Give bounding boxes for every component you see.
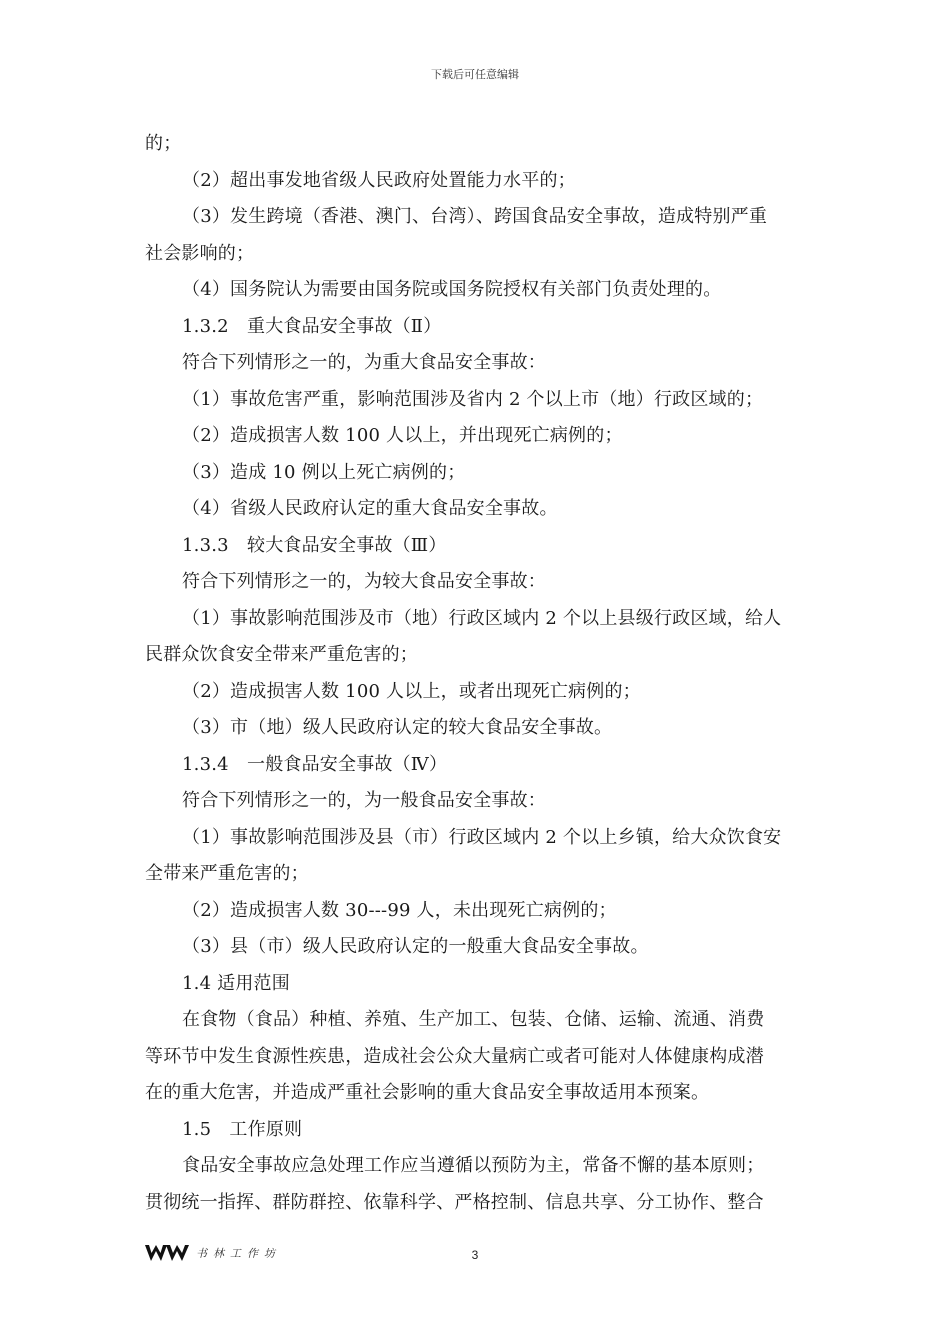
text-line: （3）发生跨境（香港、澳门、台湾）、跨国食品安全事故，造成特别严重 bbox=[182, 206, 768, 227]
text-line: （2）超出事发地省级人民政府处置能力水平的； bbox=[182, 169, 576, 191]
text-line: 食品安全事故应急处理工作应当遵循以预防为主，常备不懈的基本原则； bbox=[182, 1155, 765, 1176]
text-line: 符合下列情形之一的，为较大食品安全事故： bbox=[182, 571, 546, 592]
text-line: 全带来严重危害的； bbox=[145, 863, 309, 884]
text-line: 等环节中发生食源性疾患，造成社会公众大量病亡或者可能对人体健康构成潜 bbox=[145, 1045, 764, 1067]
text-line: （1）事故影响范围涉及县（市）行政区域内 2 个以上乡镇，给大众饮食安 bbox=[182, 826, 782, 848]
text-line: （2）造成损害人数 100 人以上，并出现死亡病例的； bbox=[182, 425, 623, 446]
text-line: （1）事故影响范围涉及市（地）行政区域内 2 个以上县级行政区域，给人 bbox=[182, 607, 782, 629]
text-line: 1.3.4 一般食品安全事故（Ⅳ） bbox=[182, 753, 448, 775]
text-line: 在食物（食品）种植、养殖、生产加工、包装、仓储、运输、流通、消费 bbox=[182, 1009, 765, 1030]
text-line: 社会影响的； bbox=[145, 242, 255, 264]
text-line: （1）事故危害严重，影响范围涉及省内 2 个以上市（地）行政区域的； bbox=[182, 388, 764, 410]
text-line: 1.3.3 较大食品安全事故（Ⅲ） bbox=[182, 534, 447, 556]
text-line: 的； bbox=[145, 133, 182, 154]
text-line: （3）市（地）级人民政府认定的较大食品安全事故。 bbox=[182, 717, 613, 738]
text-line: （2）造成损害人数 30---99 人，未出现死亡病例的； bbox=[182, 899, 617, 921]
text-line: 贯彻统一指挥、群防群控、依靠科学、严格控制、信息共享、分工协作、整合 bbox=[145, 1191, 764, 1213]
document-body bbox=[145, 126, 810, 1221]
text-line: 民群众饮食安全带来严重危害的； bbox=[145, 644, 418, 665]
text-line: 1.5 工作原则 bbox=[182, 1118, 303, 1140]
text-line: （4）国务院认为需要由国务院或国务院授权有关部门负责处理的。 bbox=[182, 279, 722, 300]
page-header: 下载后可任意编辑 bbox=[431, 68, 519, 81]
footer-brand: 书林工作坊 bbox=[196, 1247, 281, 1260]
text-line: 符合下列情形之一的，为重大食品安全事故： bbox=[182, 352, 546, 373]
text-line: 1.3.2 重大食品安全事故（Ⅱ） bbox=[182, 315, 442, 337]
text-line: 符合下列情形之一的，为一般食品安全事故： bbox=[182, 790, 546, 811]
text-line: （3）县（市）级人民政府认定的一般重大食品安全事故。 bbox=[182, 936, 649, 957]
text-line: 在的重大危害，并造成严重社会影响的重大食品安全事故适用本预案。 bbox=[145, 1082, 710, 1103]
page-number: 3 bbox=[471, 1248, 479, 1262]
text-line: （4）省级人民政府认定的重大食品安全事故。 bbox=[182, 498, 558, 519]
text-line: 1.4 适用范围 bbox=[182, 972, 290, 994]
text-line: （3）造成 10 例以上死亡病例的； bbox=[182, 461, 466, 483]
text-line: （2）造成损害人数 100 人以上，或者出现死亡病例的； bbox=[182, 680, 641, 702]
